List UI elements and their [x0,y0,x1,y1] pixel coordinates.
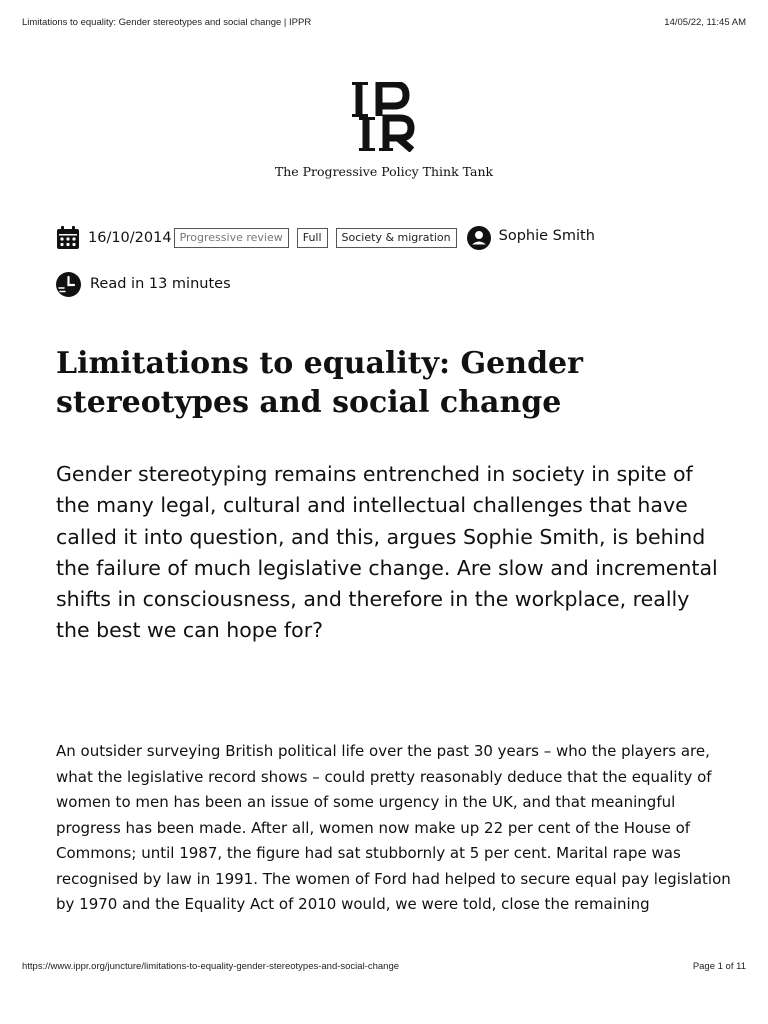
clock-icon [56,272,81,297]
read-time-row [56,271,231,297]
print-url: https://www.ippr.org/juncture/limitations-to-equality-gender-stereotypes-and-social-change [22,961,400,972]
ippr-logo[interactable] [352,82,416,152]
author-link[interactable]: Sophie Smith [498,228,595,244]
print-header [22,17,746,31]
user-icon [467,226,491,250]
read-time: Read in 13 minutes [90,276,231,292]
print-datetime: 14/05/22, 11:45 AM [664,17,746,28]
print-page-title: Limitations to equality: Gender stereotypes and social change | IPPR [22,17,312,28]
tag-progressive-review[interactable]: Progressive review [174,228,289,248]
tag-society-migration[interactable]: Society & migration [336,228,457,248]
site-tagline: The Progressive Policy Think Tank [274,164,494,179]
publish-date: 16/10/2014 [88,230,172,246]
tag-full[interactable]: Full [297,228,328,248]
article-meta [56,225,595,251]
article-standfirst: Gender stereotyping remains entrenched in society in spite of the many legal, cultural and intellectual challenges that have called it into question, and this, argues Sophie Smith, is behind the failure of much legislative change. Are slow and incremental shifts in consciousness, and therefore in the workplace, really the best we can hope for? [56,462,718,643]
calendar-icon [56,226,80,250]
page-number: Page 1 of 11 [692,961,746,972]
ippr-logo-mark [352,82,416,152]
article-title: Limitations to equality: Gender stereotypes and social change [56,346,583,420]
article-body: An outsider surveying British political life over the past 30 years – who the players are, what the legislative record shows – could pretty reasonably deduce that the equality of women to men has been an issue of some urgency in the UK, and that meaningful progress has been made. After all, women now make up 22 per cent of the House of Commons; until 1987, the figure had sat stubbornly at 5 per cent. Marital rape was recognised by law in 1991. The women of Ford had helped to secure equal pay legislation by 1970 and the Equality Act of 2010 would, we were told, close the remaining [56,742,731,913]
print-footer [22,961,746,975]
